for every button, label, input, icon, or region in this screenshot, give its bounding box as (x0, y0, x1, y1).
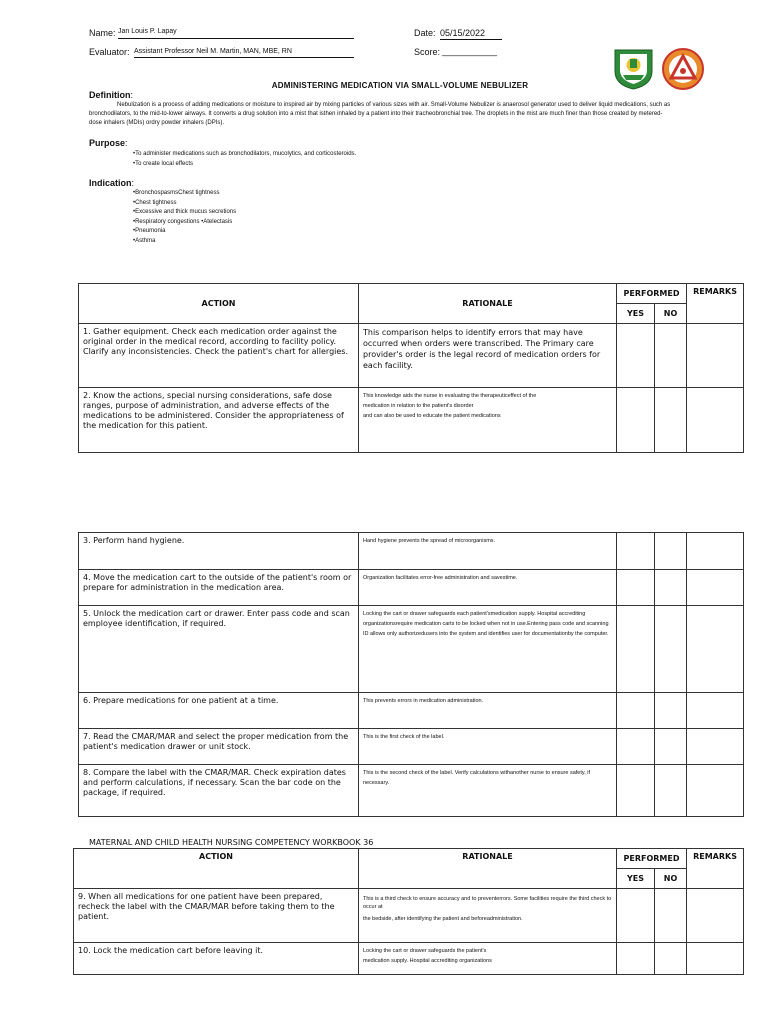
no-checkbox-cell[interactable] (655, 570, 687, 606)
remarks-cell[interactable] (687, 693, 744, 729)
remarks-cell[interactable] (687, 606, 744, 693)
rationale-cell: Organization facilitates error-free administration and savestime. (359, 570, 617, 606)
no-checkbox-cell[interactable] (655, 388, 687, 453)
table-header-row (74, 849, 744, 869)
table-row (79, 729, 744, 765)
header-remarks: REMARKS (687, 284, 744, 324)
list-item: •To administer medications such as bronchodilators, mucolytics, and corticosteroids. (133, 151, 357, 157)
action-cell: 9. When all medications for one patient have been prepared, recheck the label with the CMAR/MAR before taking them to the patient. (74, 889, 359, 943)
rationale-cell: This is the second check of the label. Verify calculations withanother nurse to ensure safety, if necessary. (359, 765, 617, 817)
definition-heading: Definition: (89, 90, 134, 100)
remarks-cell[interactable] (687, 388, 744, 453)
rationale-cell: This is a third check to ensure accuracy and to preventerrors. Some facilities require the third check to occur at the bedside, after identifying the patient and beforeadministration. (359, 889, 617, 943)
action-cell: 2. Know the actions, special nursing considerations, safe dose ranges, purpose of administration, and adverse effects of the medications to be administered. Consider the appropriateness of the medication for this patient. (79, 388, 359, 453)
indication-list (133, 189, 236, 246)
table-row (79, 693, 744, 729)
header-no: NO (655, 869, 687, 889)
header-rationale: RATIONALE (359, 849, 617, 889)
procedure-table-3 (73, 848, 744, 975)
no-checkbox-cell[interactable] (655, 693, 687, 729)
header-yes: YES (617, 304, 655, 324)
no-checkbox-cell[interactable] (655, 324, 687, 388)
yes-checkbox-cell[interactable] (617, 533, 655, 570)
yes-checkbox-cell[interactable] (617, 693, 655, 729)
list-item: •Respiratory congestions •Atelectasis (133, 218, 233, 225)
header-action: ACTION (74, 849, 359, 889)
purpose-heading: Purpose: (89, 138, 128, 148)
name-value: Jan Louis P. Lapay (118, 28, 354, 39)
no-checkbox-cell[interactable] (655, 606, 687, 693)
table-row (79, 606, 744, 693)
procedure-table-1 (78, 283, 744, 453)
rationale-cell: Locking the cart or drawer safeguards each patient'smedication supply. Hospital accrediting organizationsrequire medication carts to be locked when not in use.Entering pass code and scanning ID allows only authorizedusers into the system and identifies user for documentationby the computer. (359, 606, 617, 693)
yes-checkbox-cell[interactable] (617, 606, 655, 693)
table-row (79, 765, 744, 817)
table-row (79, 388, 744, 453)
workbook-footer: MATERNAL AND CHILD HEALTH NURSING COMPETENCY WORKBOOK 36 (89, 838, 374, 847)
date-value: 05/15/2022 (440, 28, 502, 40)
list-item: •Pneumonia (133, 228, 166, 234)
procedure-table-2 (78, 532, 744, 817)
header-remarks: REMARKS (687, 849, 744, 889)
rationale-cell: This prevents errors in medication administration. (359, 693, 617, 729)
header-performed: PERFORMED (617, 849, 687, 869)
header-rationale: RATIONALE (359, 284, 617, 324)
action-cell: 5. Unlock the medication cart or drawer. Enter pass code and scan employee identification, if required. (79, 606, 359, 693)
no-checkbox-cell[interactable] (655, 765, 687, 817)
remarks-cell[interactable] (687, 765, 744, 817)
rationale-cell: Locking the cart or drawer safeguards the patient's medication supply. Hospital accrediting organizations (359, 943, 617, 975)
table-row (79, 533, 744, 570)
header-performed: PERFORMED (617, 284, 687, 304)
header-no: NO (655, 304, 687, 324)
rationale-cell: Hand hygiene prevents the spread of microorganisms. (359, 533, 617, 570)
yes-checkbox-cell[interactable] (617, 765, 655, 817)
action-cell: 4. Move the medication cart to the outside of the patient's room or prepare for administration in the medication area. (79, 570, 359, 606)
table-row (79, 570, 744, 606)
list-item: •Chest tightness (133, 199, 177, 206)
date-label: Date: (414, 28, 436, 38)
yes-checkbox-cell[interactable] (617, 324, 655, 388)
purpose-list (133, 150, 356, 169)
yes-checkbox-cell[interactable] (617, 889, 655, 943)
action-cell: 3. Perform hand hygiene. (79, 533, 359, 570)
action-cell: 6. Prepare medications for one patient at a time. (79, 693, 359, 729)
yes-checkbox-cell[interactable] (617, 729, 655, 765)
document-title: ADMINISTERING MEDICATION VIA SMALL-VOLUME NEBULIZER (271, 81, 529, 90)
table-row (74, 889, 744, 943)
table-header-row (79, 284, 744, 304)
header-action: ACTION (79, 284, 359, 324)
rationale-cell: This knowledge aids the nurse in evaluating the therapeuticeffect of the medication in relation to the patient's disorder and can also be used to educate the patient medications (359, 388, 617, 453)
yes-checkbox-cell[interactable] (617, 943, 655, 975)
action-cell: 10. Lock the medication cart before leaving it. (74, 943, 359, 975)
no-checkbox-cell[interactable] (655, 729, 687, 765)
list-item: •Asthma (133, 237, 156, 244)
remarks-cell[interactable] (687, 729, 744, 765)
no-checkbox-cell[interactable] (655, 889, 687, 943)
list-item: •BronchospasmsChest tightness (133, 190, 220, 196)
indication-heading: Indication: (89, 178, 135, 188)
evaluator-value: Assistant Professor Neil M. Martin, MAN, MBE, RN (134, 48, 354, 58)
no-checkbox-cell[interactable] (655, 943, 687, 975)
evaluator-label: Evaluator: (89, 47, 130, 57)
yes-checkbox-cell[interactable] (617, 388, 655, 453)
list-item: •To create local effects (133, 160, 194, 167)
no-checkbox-cell[interactable] (655, 533, 687, 570)
table-row (74, 943, 744, 975)
action-cell: 1. Gather equipment. Check each medication order against the original order in the medical record, according to facility policy. Clarify any inconsistencies. Check the patient's chart for allergies. (79, 324, 359, 388)
rationale-cell: This comparison helps to identify errors that may have occurred when orders were transcribed. The Primary care provider's order is the legal record of medication orders for each facility. (359, 324, 617, 388)
rationale-cell: This is the first check of the label. (359, 729, 617, 765)
table-row (79, 324, 744, 388)
action-cell: 7. Read the CMAR/MAR and select the proper medication from the patient's medication drawer or unit stock. (79, 729, 359, 765)
remarks-cell[interactable] (687, 570, 744, 606)
name-label: Name: (89, 28, 116, 38)
remarks-cell[interactable] (687, 533, 744, 570)
action-cell: 8. Compare the label with the CMAR/MAR. Check expiration dates and perform calculations, if necessary. Scan the bar code on the package, if required. (79, 765, 359, 817)
remarks-cell[interactable] (687, 889, 744, 943)
score-label: Score: (414, 47, 441, 57)
definition-text: Nebulization is a process of adding medications or moisture to inspired air by mixing particles of various sizes with air. Small-Volume Nebulizer is anaerosol generator used to deliver liquid medications, such as bronchodilators, to the mid-to-lower airways. It converts a drug solution into a mist that isthen inhaled by a patient into their tracheobronchial tree. The droplets in the mist are much finer than those created by metered-dose inhalers (MDIs) ordry powder inhalers (DPIs). (89, 102, 671, 126)
header-yes: YES (617, 869, 655, 889)
score-value: ___________ (442, 46, 498, 56)
list-item: •Excessive and thick mucus secretions (133, 209, 237, 215)
remarks-cell[interactable] (687, 324, 744, 388)
remarks-cell[interactable] (687, 943, 744, 975)
yes-checkbox-cell[interactable] (617, 570, 655, 606)
